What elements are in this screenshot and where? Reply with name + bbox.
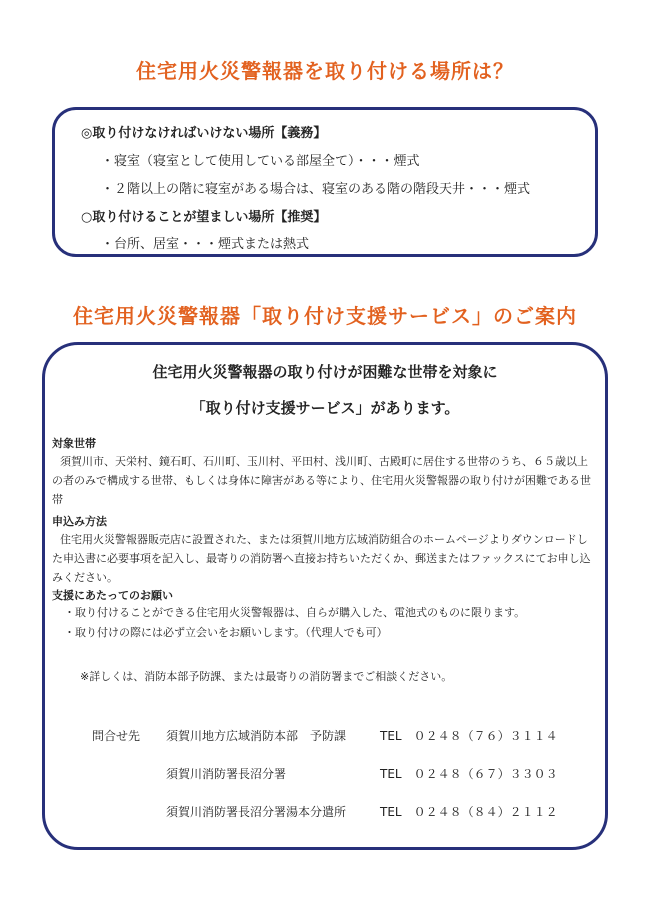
contact-tel-1: TEL ０２４８（７６）３１１４ xyxy=(380,729,558,743)
contact-name-3: 須賀川消防署長沼分署湯本分遣所 xyxy=(166,805,347,819)
lead-line-1: 住宅用火災警報器の取り付けが困難な世帯を対象に xyxy=(152,363,498,381)
apply-text: 住宅用火災警報器販売店に設置された、または須賀川地方広域消防組合のホームページよりダウンロードした申込書に必要事項を記入し、最寄りの消防署へ直接お持ちいただくか、郵送またはファックスにてお申し込みください。 xyxy=(52,533,591,584)
section1-title: 住宅用火災警報器を取り付ける場所は？ xyxy=(136,59,514,83)
target-text: 須賀川市、天栄村、鏡石町、石川町、玉川村、平田村、浅川町、古殿町に居住する世帯のうち、６５歳以上の者のみで構成する世帯、もしくは身体に障害がある等により、住宅用火災警報器の取り付けが困難である世帯 xyxy=(52,455,591,506)
contact-tel-2: TEL ０２４８（６７）３３０３ xyxy=(380,767,558,781)
notes-heading: 支援にあたってのお願い xyxy=(52,589,173,602)
note-battery: ・取り付けることができる住宅用火災警報器は、自らが購入した、電池式のものに限ります。 xyxy=(64,606,526,619)
required-heading: ◎取り付けなければいけない場所【義務】 xyxy=(81,126,327,141)
note-attendance: ・取り付けの際には必ず立会いをお願いします。（代理人でも可） xyxy=(64,626,388,639)
recommended-item-kitchen: ・台所、居室・・・煙式または熱式 xyxy=(101,237,310,252)
section2-title: 住宅用火災警報器「取り付け支援サービス」のご案内 xyxy=(73,304,577,328)
recommended-heading: ○取り付けることが望ましい場所【推奨】 xyxy=(81,210,327,225)
contact-label: 問合せ先 xyxy=(92,729,141,743)
details-note: ※詳しくは、消防本部予防課、または最寄りの消防署までご相談ください。 xyxy=(80,670,453,683)
installation-location-box xyxy=(52,107,598,257)
apply-heading: 申込み方法 xyxy=(52,515,107,528)
contact-name-2: 須賀川消防署長沼分署 xyxy=(166,767,287,781)
lead-line-2: 「取り付け支援サービス」があります。 xyxy=(190,399,460,417)
required-item-bedroom: ・寝室（寝室として使用している部屋全て）・・・煙式 xyxy=(101,154,420,169)
target-heading: 対象世帯 xyxy=(52,437,96,450)
required-item-stair-ceiling: ・２階以上の階に寝室がある場合は、寝室のある階の階段天井・・・煙式 xyxy=(101,182,531,197)
contact-name-1: 須賀川地方広域消防本部 予防課 xyxy=(166,729,347,743)
contact-tel-3: TEL ０２４８（８４）２１１２ xyxy=(380,805,558,819)
